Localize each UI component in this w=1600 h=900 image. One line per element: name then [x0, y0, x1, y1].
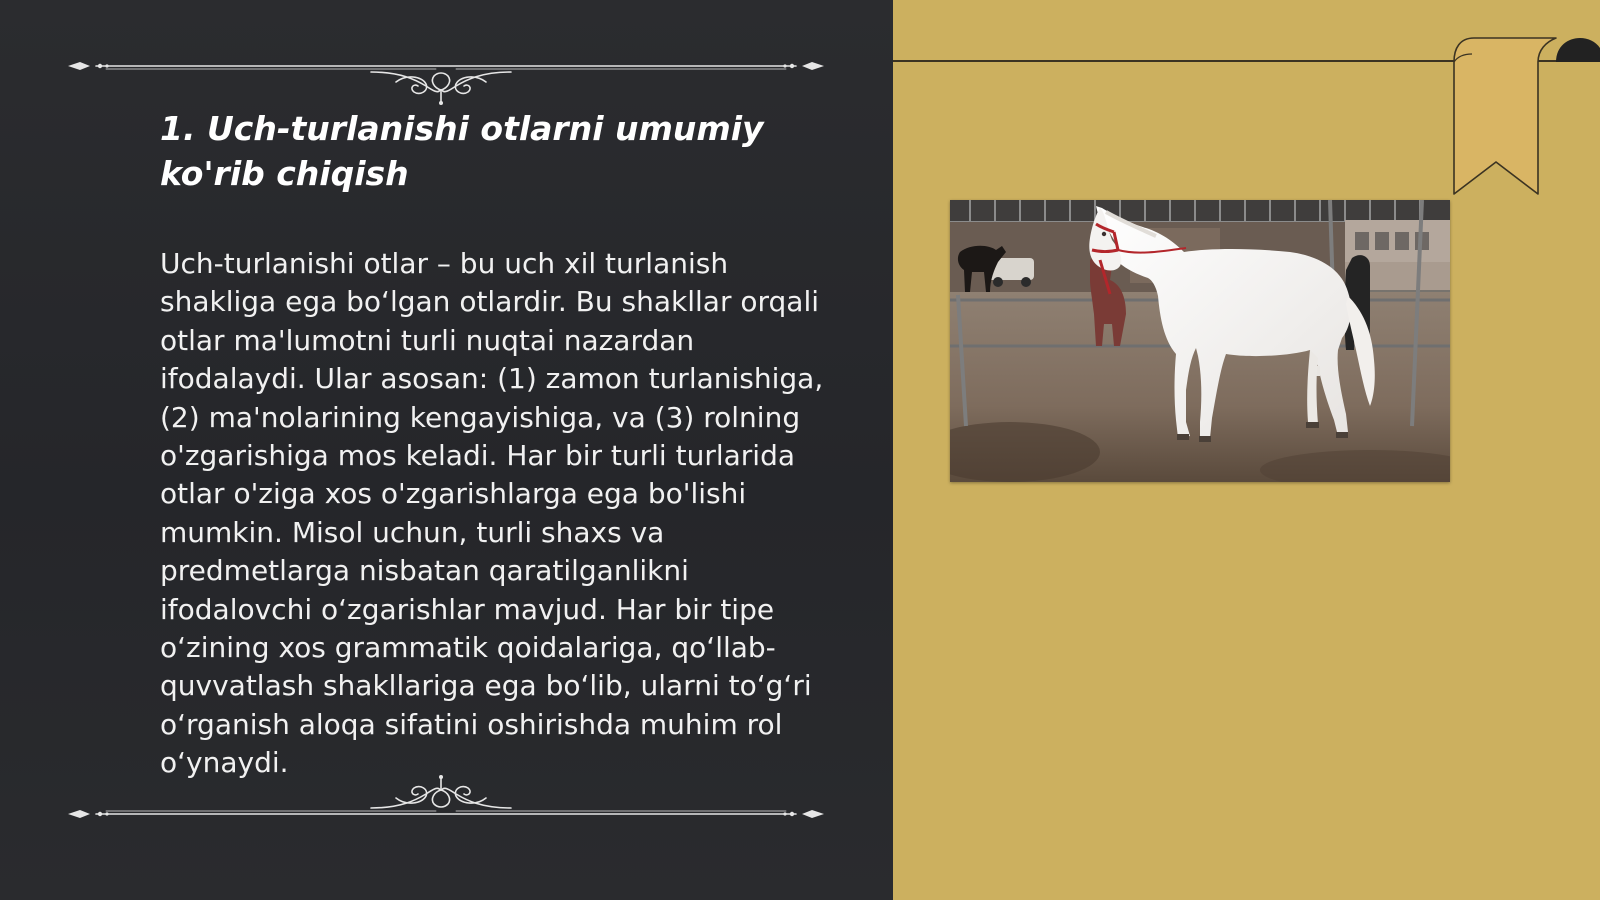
top-flourish-ornament — [66, 50, 826, 110]
bookmark-icon — [1434, 36, 1600, 196]
bookmark-ribbon — [1434, 36, 1600, 196]
flourish-icon — [66, 770, 826, 830]
horse-image-icon — [950, 200, 1450, 482]
flourish-icon — [66, 50, 826, 110]
horse-photo — [950, 200, 1450, 482]
slide-title: 1. Uch-turlanishi otlarni umumiy ko'rib chiqish — [160, 109, 764, 193]
slide-body-text: Uch-turlanishi otlar – bu uch xil turlanish shakliga ega bo‘lgan otlardir. Bu shakllar orqali otlar ma'lumotni turli nuqtai nazardan ifodalaydi. Ular asosan: (1) zamon turlanishiga, (2) ma'nolarining kengayishiga, va (3) rolning o'zgarishiga mos keladi. Har bir turli turlarida otlar o'ziga xos o'zgarishlarga ega bo'lishi mumkin. Misol uchun, turli shaxs va predmetlarga nisbatan qaratilganlikni ifodalovchi o‘zgarishlar mavjud. Har bir tipe o‘zining xos grammatik qoidalariga, qo‘llab-quvvatlash shakllariga ega bo‘lib, ularni to‘g‘ri o‘rganish aloqa sifatini oshirishda muhim rol o‘ynaydi. — [160, 247, 824, 780]
bottom-flourish-ornament — [66, 770, 826, 830]
